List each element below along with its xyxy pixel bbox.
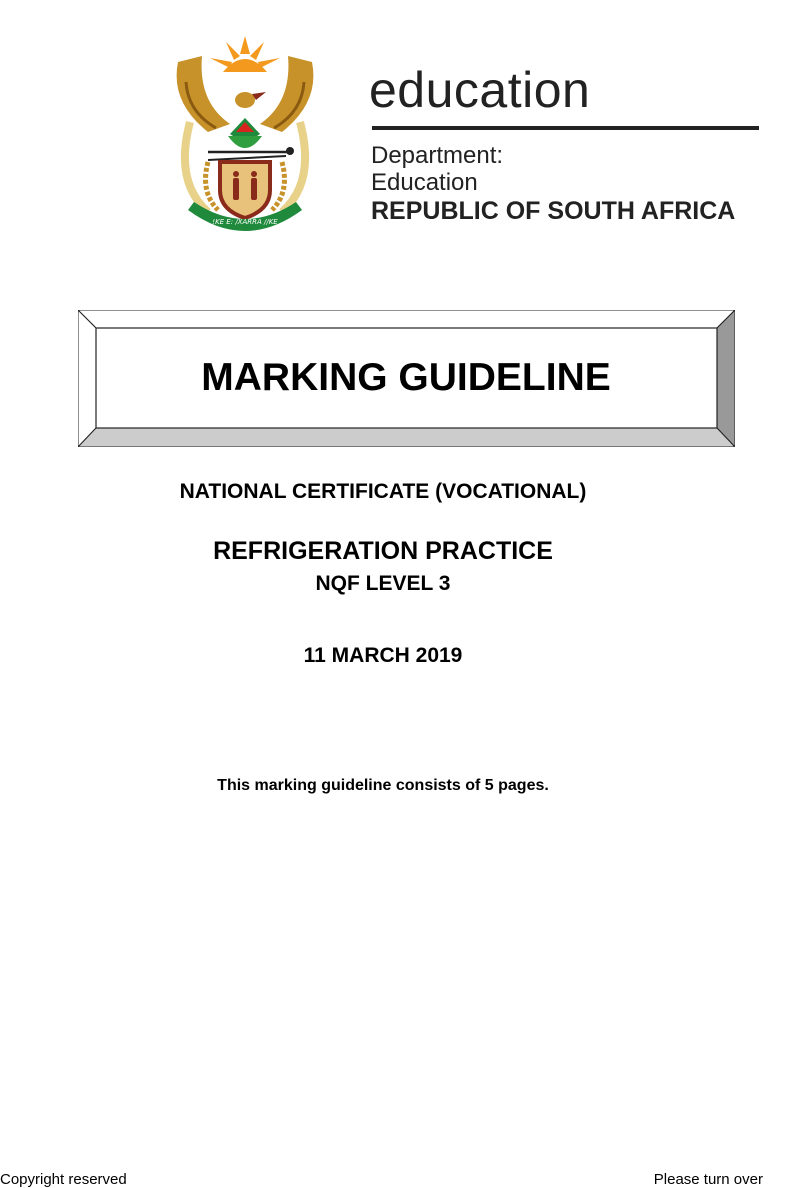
svg-text:!KE E: /XARRA //KE: !KE E: /XARRA //KE: [212, 218, 278, 226]
header-divider: [372, 126, 759, 130]
south-africa-coat-of-arms-logo: [168, 32, 322, 238]
nqf-level: NQF LEVEL 3: [315, 572, 451, 595]
department-name: Education: [371, 169, 478, 196]
footer-turn-over: Please turn over: [653, 1171, 763, 1188]
brand-word: education: [369, 62, 591, 118]
country-name: REPUBLIC OF SOUTH AFRICA: [371, 197, 736, 225]
document-title: MARKING GUIDELINE: [201, 356, 611, 399]
department-label: Department:: [371, 142, 504, 169]
qualification: NATIONAL CERTIFICATE (VOCATIONAL): [179, 480, 587, 503]
subject: REFRIGERATION PRACTICE: [213, 537, 553, 565]
page-count-note: This marking guideline consists of 5 pages.: [217, 777, 549, 794]
exam-date: 11 MARCH 2019: [303, 644, 463, 667]
footer-copyright: Copyright reserved: [0, 1171, 127, 1188]
